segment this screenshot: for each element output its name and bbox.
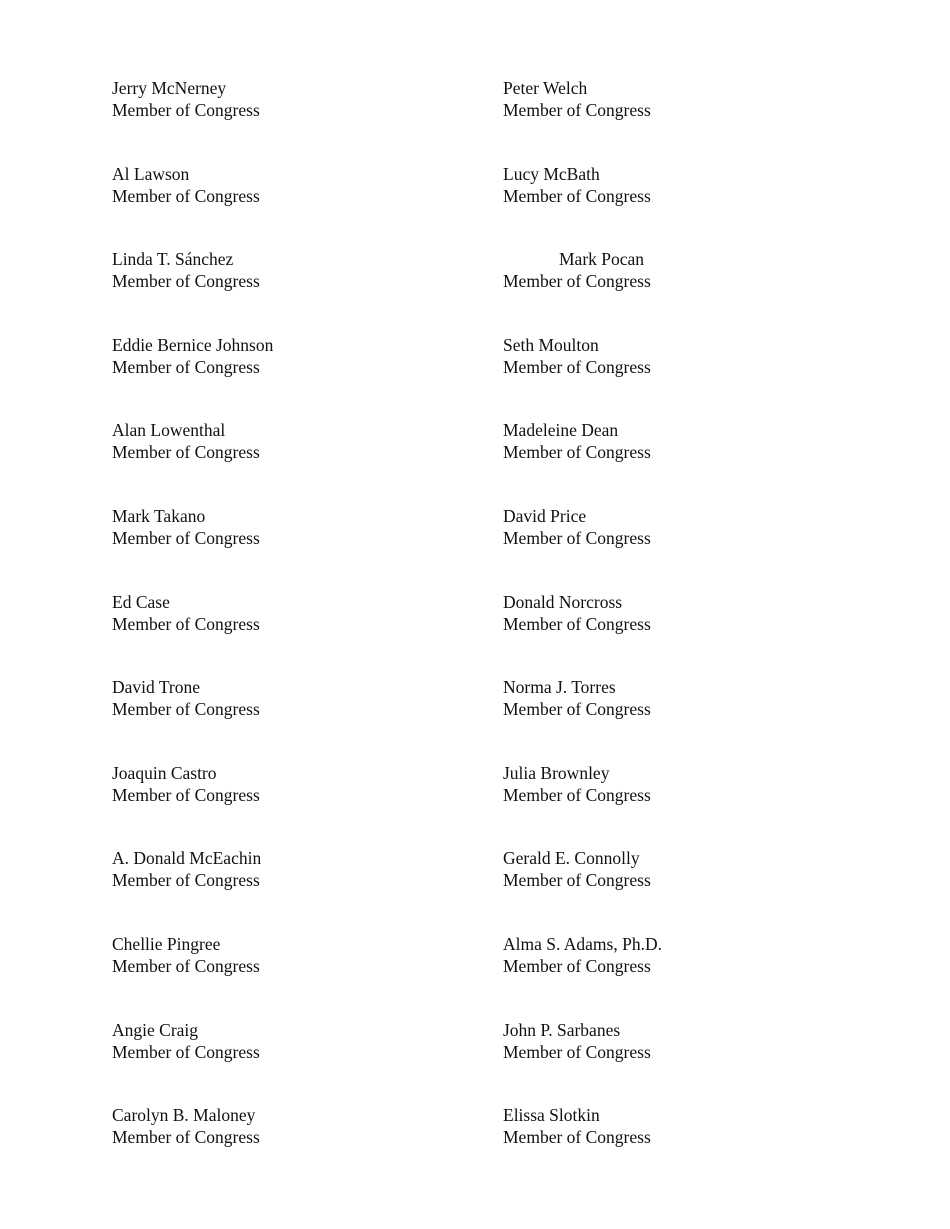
signatory-title: Member of Congress	[112, 784, 260, 805]
signatory-title: Member of Congress	[112, 442, 260, 463]
signature-block	[112, 334, 472, 398]
signatory-name: Carolyn B. Maloney	[112, 1105, 256, 1126]
signatory-name: Gerald E. Connolly	[503, 848, 640, 869]
signatory-title: Member of Congress	[112, 699, 260, 720]
signatory-name: Ed Case	[112, 591, 170, 612]
signatory-title: Member of Congress	[112, 271, 260, 292]
signature-block	[112, 419, 472, 483]
signature-block	[112, 762, 472, 826]
signatory-name: David Trone	[112, 677, 200, 698]
signature-block	[112, 847, 472, 911]
signatory-name: Norma J. Torres	[503, 677, 616, 698]
signature-block	[503, 762, 863, 826]
signatory-name: John P. Sarbanes	[503, 1019, 621, 1040]
signatory-name: Al Lawson	[112, 163, 190, 184]
signatory-title: Member of Congress	[503, 1127, 651, 1148]
signatory-title: Member of Congress	[112, 356, 260, 377]
signature-block	[112, 163, 472, 227]
signatory-title: Member of Congress	[503, 699, 651, 720]
signatory-title: Member of Congress	[503, 356, 651, 377]
signatory-title: Member of Congress	[503, 527, 651, 548]
signatory-name: Seth Moulton	[503, 334, 599, 355]
signature-block	[503, 505, 863, 569]
signature-block	[503, 419, 863, 483]
signatory-title: Member of Congress	[112, 527, 260, 548]
signatory-title: Member of Congress	[112, 1041, 260, 1062]
signatory-title: Member of Congress	[503, 870, 651, 891]
signatory-name: Chellie Pingree	[112, 933, 221, 954]
signatory-name: Mark Takano	[112, 505, 206, 526]
signatory-title: Member of Congress	[503, 100, 651, 120]
signatory-name: Lucy McBath	[503, 163, 600, 184]
signature-block	[503, 591, 863, 655]
signature-block	[503, 248, 863, 312]
signature-block	[503, 1019, 863, 1083]
signatory-name: Julia Brownley	[503, 762, 610, 783]
signatory-name: Peter Welch	[503, 78, 588, 98]
signatory-title: Member of Congress	[112, 955, 260, 976]
signatory-title: Member of Congress	[112, 185, 260, 206]
signature-block	[112, 77, 472, 141]
signatory-title: Member of Congress	[112, 1127, 260, 1148]
signatory-title: Member of Congress	[503, 271, 651, 292]
signatory-name: Elissa Slotkin	[503, 1105, 600, 1126]
signatory-name: Jerry McNerney	[112, 78, 227, 98]
signature-block	[503, 77, 863, 141]
signatory-name: David Price	[503, 505, 587, 526]
signature-block	[503, 334, 863, 398]
signatory-title: Member of Congress	[503, 955, 651, 976]
signatory-name: Mark Pocan	[559, 249, 645, 270]
signatory-name: A. Donald McEachin	[112, 848, 262, 869]
signature-block	[503, 163, 863, 227]
signatory-name: Angie Craig	[112, 1019, 199, 1040]
signatory-column-left	[112, 77, 472, 1190]
signatory-title: Member of Congress	[503, 442, 651, 463]
signatory-title: Member of Congress	[112, 870, 260, 891]
signature-block	[112, 1019, 472, 1083]
signatory-title: Member of Congress	[503, 613, 651, 634]
signature-block	[112, 933, 472, 997]
signature-block	[503, 1104, 863, 1168]
signatory-name: Eddie Bernice Johnson	[112, 334, 274, 355]
signature-block	[112, 676, 472, 740]
signature-block	[112, 248, 472, 312]
signature-block	[503, 847, 863, 911]
signatory-name: Alan Lowenthal	[112, 420, 226, 441]
signatory-title: Member of Congress	[112, 100, 260, 120]
signatory-name: Linda T. Sánchez	[112, 249, 234, 270]
signature-block	[503, 676, 863, 740]
signature-block	[112, 505, 472, 569]
signature-block	[112, 591, 472, 655]
signature-block	[112, 1104, 472, 1168]
signature-block	[503, 933, 863, 997]
signatory-title: Member of Congress	[503, 784, 651, 805]
signatory-title: Member of Congress	[112, 613, 260, 634]
signatory-name: Donald Norcross	[503, 591, 623, 612]
signatory-title: Member of Congress	[503, 185, 651, 206]
signatory-name: Joaquin Castro	[112, 762, 217, 783]
signatory-title: Member of Congress	[503, 1041, 651, 1062]
signatory-name: Alma S. Adams, Ph.D.	[503, 933, 662, 954]
signatory-column-right	[503, 77, 863, 1190]
signatory-name: Madeleine Dean	[503, 420, 619, 441]
